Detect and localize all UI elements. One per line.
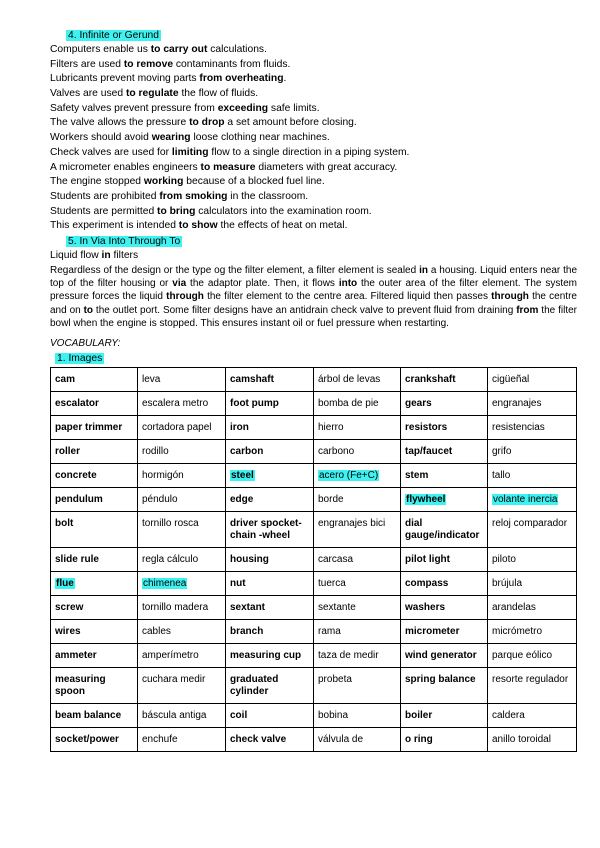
- table-row: [51, 487, 577, 511]
- sentence-text-end: diameters with great accuracy.: [255, 161, 398, 173]
- section-5-heading-text: 5. In Via Into Through To: [68, 235, 181, 247]
- spanish-term-cell: [138, 703, 226, 727]
- term-text: leva: [142, 373, 161, 385]
- term-text: anillo toroidal: [492, 733, 551, 745]
- section-4-sentences: [50, 43, 580, 234]
- spanish-term-cell: [488, 463, 577, 487]
- term-text: tornillo madera: [142, 601, 209, 613]
- term-text: cam: [55, 373, 76, 385]
- sentence-text: Lubricants prevent moving parts: [50, 73, 200, 85]
- term-text: válvula de: [318, 733, 364, 745]
- term-text: engranajes: [492, 397, 542, 409]
- vocabulary-title: VOCABULARY:: [50, 337, 121, 349]
- spanish-term-cell: [138, 571, 226, 595]
- term-text: branch: [230, 625, 264, 637]
- term-text: micrómetro: [492, 625, 543, 637]
- sentence-line: [50, 72, 580, 87]
- term-text: árbol de levas: [318, 373, 381, 385]
- term-text: foot pump: [230, 397, 279, 409]
- sentence-bold-phrase: from smoking: [159, 190, 228, 202]
- english-term-cell: [226, 703, 314, 727]
- paragraph-text: the outlet port. Some filter designs have an antidrain check valve to prevent fluid from draining: [93, 304, 517, 316]
- english-term-cell: [51, 439, 138, 463]
- term-text: acero (Fe+C): [319, 469, 379, 481]
- term-text: dial gauge/indicator: [405, 517, 480, 541]
- sentence-bold-phrase: to regulate: [125, 88, 179, 100]
- term-text: flue: [56, 577, 74, 589]
- english-term-cell: [226, 547, 314, 571]
- term-text: chimenea: [143, 577, 187, 589]
- english-term-cell: [51, 415, 138, 439]
- spanish-term-cell: [314, 619, 401, 643]
- term-text: bobina: [318, 709, 349, 721]
- spanish-term-cell: [488, 643, 577, 667]
- sentence-line: [50, 219, 580, 234]
- term-text: rodillo: [142, 445, 169, 457]
- english-term-cell: [226, 439, 314, 463]
- term-text: engranajes bici: [318, 517, 386, 529]
- sentence-bold-phrase: from overheating: [199, 73, 284, 85]
- term-text: bomba de pie: [318, 397, 379, 409]
- term-text: measuring cup: [230, 649, 302, 661]
- term-text: camshaft: [230, 373, 274, 385]
- english-term-cell: [226, 667, 314, 703]
- table-row: [51, 595, 577, 619]
- sentence-text-end: safe limits.: [268, 102, 320, 114]
- sentence-bold-phrase: to measure: [200, 161, 256, 173]
- sentence-bold-phrase: limiting: [171, 146, 209, 158]
- paragraph-text: the centre and on: [50, 291, 577, 316]
- term-text: concrete: [55, 469, 97, 481]
- term-text: arandelas: [492, 601, 536, 613]
- english-term-cell: [226, 571, 314, 595]
- term-text: beam balance: [55, 709, 122, 721]
- images-heading-text: 1. Images: [57, 352, 103, 364]
- term-text: tallo: [492, 469, 511, 481]
- sentence-line: [50, 190, 580, 205]
- spanish-term-cell: [488, 547, 577, 571]
- subtitle-text: Liquid flow: [50, 249, 102, 261]
- term-text: coil: [230, 709, 248, 721]
- term-text: stem: [405, 469, 429, 481]
- paragraph-text: the adaptor plate. Then, it flows: [186, 278, 339, 290]
- term-text: pendulum: [55, 493, 103, 505]
- english-term-cell: [51, 667, 138, 703]
- spanish-term-cell: [488, 571, 577, 595]
- english-term-cell: [401, 667, 488, 703]
- english-term-cell: [226, 415, 314, 439]
- term-text: cables: [142, 625, 171, 637]
- term-text: wind generator: [405, 649, 477, 661]
- term-text: cuchara medir: [142, 673, 206, 685]
- spanish-term-cell: [314, 463, 401, 487]
- spanish-term-cell: [488, 595, 577, 619]
- term-text: ammeter: [55, 649, 97, 661]
- term-text: compass: [405, 577, 449, 589]
- table-row: [51, 727, 577, 751]
- term-text: regla cálculo: [142, 553, 199, 565]
- spanish-term-cell: [314, 547, 401, 571]
- spanish-term-cell: [488, 367, 577, 391]
- english-term-cell: [51, 463, 138, 487]
- sentence-text-end: contaminants from fluids.: [173, 58, 291, 70]
- spanish-term-cell: [138, 727, 226, 751]
- term-text: grifo: [492, 445, 512, 457]
- table-row: [51, 703, 577, 727]
- english-term-cell: [401, 415, 488, 439]
- term-text: tuerca: [318, 577, 346, 589]
- paragraph-bold-preposition: through: [491, 291, 529, 303]
- sentence-line: [50, 131, 580, 146]
- term-text: carcasa: [318, 553, 354, 565]
- english-term-cell: [401, 571, 488, 595]
- table-row: [51, 415, 577, 439]
- term-text: boiler: [405, 709, 433, 721]
- term-text: parque eólico: [492, 649, 553, 661]
- sentence-bold-phrase: wearing: [151, 132, 191, 144]
- sentence-text: Students are permitted: [50, 205, 158, 217]
- english-term-cell: [51, 643, 138, 667]
- term-text: housing: [230, 553, 269, 565]
- section-4-heading: [50, 28, 580, 43]
- sentence-line: [50, 102, 580, 117]
- english-term-cell: [51, 511, 138, 547]
- term-text: hierro: [318, 421, 344, 433]
- images-heading: [50, 351, 580, 366]
- sentence-bold-phrase: to remove: [123, 58, 174, 70]
- english-term-cell: [401, 727, 488, 751]
- sentence-line: [50, 58, 580, 73]
- english-term-cell: [51, 595, 138, 619]
- term-text: resistencias: [492, 421, 545, 433]
- term-text: hormigón: [142, 469, 184, 481]
- spanish-term-cell: [138, 463, 226, 487]
- english-term-cell: [401, 463, 488, 487]
- sentence-line: [50, 161, 580, 176]
- term-text: flywheel: [406, 493, 446, 505]
- term-text: spring balance: [405, 673, 476, 685]
- spanish-term-cell: [138, 643, 226, 667]
- spanish-term-cell: [314, 727, 401, 751]
- sentence-text-end: because of a blocked fuel line.: [183, 176, 325, 188]
- term-text: iron: [230, 421, 249, 433]
- english-term-cell: [226, 619, 314, 643]
- paragraph-bold-preposition: from: [516, 304, 539, 316]
- term-text: graduated cylinder: [230, 673, 279, 697]
- spanish-term-cell: [488, 391, 577, 415]
- section-4-heading-text: 4. Infinite or Gerund: [68, 30, 160, 41]
- sentence-bold-phrase: to bring: [157, 205, 196, 217]
- term-text: wires: [55, 625, 81, 637]
- spanish-term-cell: [138, 415, 226, 439]
- spanish-term-cell: [314, 391, 401, 415]
- english-term-cell: [401, 703, 488, 727]
- english-term-cell: [226, 643, 314, 667]
- spanish-term-cell: [314, 487, 401, 511]
- spanish-term-cell: [138, 667, 226, 703]
- spanish-term-cell: [314, 643, 401, 667]
- table-row: [51, 667, 577, 703]
- english-term-cell: [401, 643, 488, 667]
- term-text: borde: [318, 493, 344, 505]
- english-term-cell: [51, 391, 138, 415]
- term-text: cortadora papel: [142, 421, 212, 433]
- sentence-text-end: the flow of fluids.: [178, 88, 259, 100]
- table-row: [51, 439, 577, 463]
- term-text: gears: [405, 397, 432, 409]
- sentence-text: A micrometer enables engineers: [50, 161, 201, 173]
- term-text: resorte regulador: [492, 673, 569, 685]
- term-text: roller: [55, 445, 81, 457]
- subtitle-text-end: filters: [110, 249, 139, 261]
- sentence-text: Filters are used: [50, 58, 124, 70]
- term-text: resistors: [405, 421, 448, 433]
- sentence-bold-phrase: exceeding: [217, 102, 269, 114]
- spanish-term-cell: [138, 391, 226, 415]
- spanish-term-cell: [138, 619, 226, 643]
- english-term-cell: [51, 367, 138, 391]
- spanish-term-cell: [314, 439, 401, 463]
- term-text: edge: [230, 493, 254, 505]
- spanish-term-cell: [488, 511, 577, 547]
- term-text: bolt: [55, 517, 74, 529]
- sentence-line: [50, 205, 580, 220]
- sentence-bold-phrase: to carry out: [150, 44, 208, 55]
- english-term-cell: [401, 439, 488, 463]
- term-text: driver spocket-chain -wheel: [230, 517, 302, 541]
- table-row: [51, 619, 577, 643]
- english-term-cell: [401, 391, 488, 415]
- sentence-text: The valve allows the pressure: [50, 117, 190, 129]
- table-row: [51, 463, 577, 487]
- table-row: [51, 367, 577, 391]
- term-text: cigüeñal: [492, 373, 530, 385]
- filter-paragraph: [50, 264, 577, 331]
- table-row: [51, 643, 577, 667]
- sentence-line: [50, 116, 580, 131]
- paragraph-bold-preposition: to: [83, 304, 94, 316]
- sentence-text-end: calculations.: [207, 44, 267, 55]
- sentence-text-end: loose clothing near machines.: [190, 132, 330, 144]
- spanish-term-cell: [488, 439, 577, 463]
- spanish-term-cell: [138, 367, 226, 391]
- sentence-text: Computers enable us: [50, 44, 151, 55]
- section-5-heading: [50, 234, 580, 249]
- term-text: check valve: [230, 733, 287, 745]
- english-term-cell: [226, 595, 314, 619]
- term-text: nut: [230, 577, 246, 589]
- spanish-term-cell: [314, 511, 401, 547]
- term-text: brújula: [492, 577, 523, 589]
- spanish-term-cell: [314, 415, 401, 439]
- paragraph-text: a housing. Liquid enters near the top of the filter housing or: [50, 264, 577, 290]
- paragraph-text: the filter bowl when the engine is stopped. This ensures instant oil or fuel pressure when restarting.: [50, 304, 577, 330]
- sentence-text: Students are prohibited: [50, 190, 160, 202]
- english-term-cell: [226, 511, 314, 547]
- term-text: caldera: [492, 709, 525, 721]
- section-5-subtitle: [50, 249, 580, 264]
- sentence-line: [50, 43, 580, 58]
- english-term-cell: [226, 727, 314, 751]
- paragraph-text: Regardless of the design or the type og the filter element, a filter element is sealed: [50, 264, 420, 276]
- term-text: o ring: [405, 733, 433, 745]
- spanish-term-cell: [314, 667, 401, 703]
- english-term-cell: [226, 367, 314, 391]
- term-text: tap/faucet: [405, 445, 453, 457]
- spanish-term-cell: [488, 727, 577, 751]
- table-row: [51, 571, 577, 595]
- term-text: crankshaft: [405, 373, 456, 385]
- english-term-cell: [226, 463, 314, 487]
- sentence-text-end: in the classroom.: [227, 190, 309, 202]
- table-row: [51, 391, 577, 415]
- paragraph-bold-preposition: in: [419, 264, 428, 276]
- spanish-term-cell: [138, 439, 226, 463]
- term-text: micrometer: [405, 625, 460, 637]
- term-text: escalator: [55, 397, 99, 409]
- english-term-cell: [401, 487, 488, 511]
- spanish-term-cell: [138, 547, 226, 571]
- paragraph-bold-preposition: through: [166, 291, 204, 303]
- sentence-text: Check valves are used for: [50, 146, 172, 158]
- vocabulary-table: [50, 367, 577, 752]
- english-term-cell: [51, 547, 138, 571]
- spanish-term-cell: [488, 415, 577, 439]
- english-term-cell: [226, 391, 314, 415]
- spanish-term-cell: [314, 571, 401, 595]
- term-text: paper trimmer: [55, 421, 123, 433]
- paragraph-text: the filter element to the centre area. Filtered liquid then passes: [203, 291, 492, 303]
- term-text: pilot light: [405, 553, 450, 565]
- english-term-cell: [401, 619, 488, 643]
- term-text: amperímetro: [142, 649, 199, 661]
- spanish-term-cell: [488, 703, 577, 727]
- sentence-bold-phrase: to drop: [189, 117, 225, 129]
- english-term-cell: [51, 487, 138, 511]
- sentence-text: The engine stopped: [50, 176, 144, 188]
- sentence-bold-phrase: to show: [178, 220, 218, 232]
- sentence-text-end: the effects of heat on metal.: [217, 220, 348, 232]
- sentence-bold-phrase: working: [143, 176, 184, 188]
- term-text: báscula antiga: [142, 709, 207, 721]
- sentence-text-end: calculators into the examination room.: [195, 205, 372, 217]
- term-text: steel: [231, 469, 254, 481]
- term-text: volante inercia: [493, 493, 558, 505]
- term-text: probeta: [318, 673, 352, 685]
- english-term-cell: [401, 511, 488, 547]
- paragraph-bold-preposition: via: [172, 278, 187, 290]
- english-term-cell: [51, 619, 138, 643]
- term-text: taza de medir: [318, 649, 379, 661]
- spanish-term-cell: [138, 487, 226, 511]
- sentence-text-end: .: [283, 73, 287, 85]
- english-term-cell: [401, 367, 488, 391]
- sentence-line: [50, 175, 580, 190]
- spanish-term-cell: [314, 703, 401, 727]
- term-text: sextante: [318, 601, 356, 613]
- term-text: escalera metro: [142, 397, 209, 409]
- spanish-term-cell: [488, 667, 577, 703]
- paragraph-text: the outer area of the filter element. The system pressure forces the liquid: [50, 278, 578, 303]
- spanish-term-cell: [138, 595, 226, 619]
- term-text: enchufe: [142, 733, 178, 745]
- english-term-cell: [401, 595, 488, 619]
- term-text: péndulo: [142, 493, 178, 505]
- term-text: piloto: [492, 553, 516, 565]
- spanish-term-cell: [488, 487, 577, 511]
- spanish-term-cell: [314, 595, 401, 619]
- term-text: socket/power: [55, 733, 119, 745]
- sentence-text: Safety valves prevent pressure from: [50, 102, 218, 114]
- term-text: tornillo rosca: [142, 517, 199, 529]
- sentence-text-end: a set amount before closing.: [224, 117, 357, 129]
- sentence-line: [50, 87, 580, 102]
- table-row: [51, 511, 577, 547]
- spanish-term-cell: [314, 367, 401, 391]
- sentence-text: This experiment is intended: [50, 220, 179, 232]
- term-text: reloj comparador: [492, 517, 568, 529]
- table-row: [51, 547, 577, 571]
- english-term-cell: [401, 547, 488, 571]
- term-text: measuring spoon: [55, 673, 106, 697]
- paragraph-bold-preposition: into: [338, 278, 358, 290]
- spanish-term-cell: [138, 511, 226, 547]
- spanish-term-cell: [488, 619, 577, 643]
- sentence-text: Workers should avoid: [50, 132, 152, 144]
- term-text: slide rule: [55, 553, 99, 565]
- english-term-cell: [51, 727, 138, 751]
- sentence-text-end: flow to a single direction in a piping system.: [208, 146, 410, 158]
- term-text: carbon: [230, 445, 264, 457]
- term-text: washers: [405, 601, 446, 613]
- subtitle-bold-word: in: [101, 249, 111, 261]
- term-text: carbono: [318, 445, 355, 457]
- english-term-cell: [51, 703, 138, 727]
- english-term-cell: [51, 571, 138, 595]
- english-term-cell: [226, 487, 314, 511]
- sentence-text: Valves are used: [50, 88, 126, 100]
- term-text: sextant: [230, 601, 266, 613]
- term-text: screw: [55, 601, 84, 613]
- sentence-line: [50, 146, 580, 161]
- term-text: rama: [318, 625, 341, 637]
- document-page: [50, 28, 580, 752]
